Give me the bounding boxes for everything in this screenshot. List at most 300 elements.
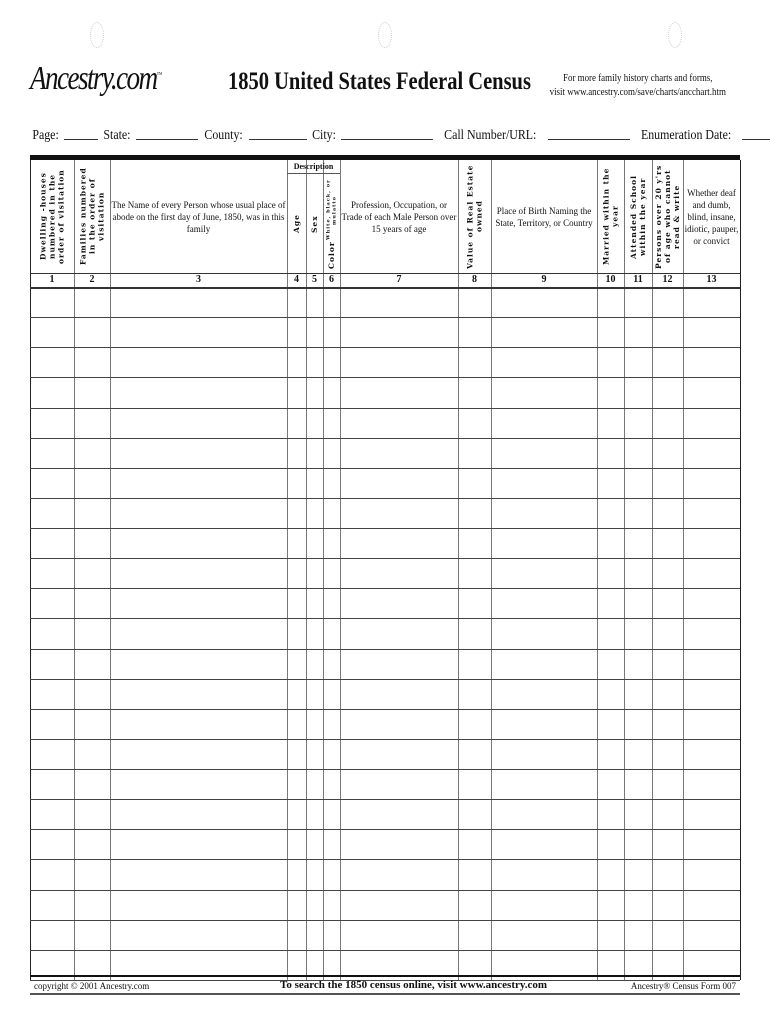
table-cell[interactable] — [683, 558, 740, 588]
table-cell[interactable] — [287, 287, 306, 317]
table-cell[interactable] — [624, 920, 652, 950]
table-cell[interactable] — [110, 618, 287, 648]
table-cell[interactable] — [287, 317, 306, 347]
table-cell[interactable] — [306, 679, 323, 709]
table-cell[interactable] — [287, 528, 306, 558]
table-cell[interactable] — [597, 679, 624, 709]
table-cell[interactable] — [340, 679, 458, 709]
table-cell[interactable] — [458, 558, 491, 588]
table-cell[interactable] — [74, 558, 110, 588]
table-cell[interactable] — [624, 498, 652, 528]
table-cell[interactable] — [306, 709, 323, 739]
table-cell[interactable] — [287, 558, 306, 588]
table-cell[interactable] — [458, 408, 491, 438]
table-cell[interactable] — [624, 709, 652, 739]
table-cell[interactable] — [110, 558, 287, 588]
table-cell[interactable] — [30, 558, 74, 588]
table-cell[interactable] — [683, 649, 740, 679]
table-cell[interactable] — [458, 618, 491, 648]
column-header-7 — [341, 164, 457, 269]
table-cell[interactable] — [597, 769, 624, 799]
table-cell[interactable] — [597, 347, 624, 377]
table-cell[interactable] — [287, 829, 306, 859]
table-cell[interactable] — [683, 408, 740, 438]
table-cell[interactable] — [340, 799, 458, 829]
table-cell[interactable] — [652, 558, 683, 588]
table-cell[interactable] — [624, 859, 652, 889]
table-cell[interactable] — [110, 709, 287, 739]
table-cell[interactable] — [652, 468, 683, 498]
table-cell[interactable] — [683, 287, 740, 317]
table-cell[interactable] — [74, 408, 110, 438]
table-cell[interactable] — [458, 709, 491, 739]
table-cell[interactable] — [491, 377, 597, 407]
table-cell[interactable] — [683, 377, 740, 407]
table-cell[interactable] — [652, 287, 683, 317]
table-cell[interactable] — [110, 588, 287, 618]
table-cell[interactable] — [323, 377, 340, 407]
table-cell[interactable] — [491, 618, 597, 648]
table-cell[interactable] — [340, 709, 458, 739]
table-cell[interactable] — [652, 317, 683, 347]
table-cell[interactable] — [287, 890, 306, 920]
table-cell[interactable] — [74, 679, 110, 709]
table-cell[interactable] — [30, 890, 74, 920]
table-cell[interactable] — [110, 890, 287, 920]
table-cell[interactable] — [30, 287, 74, 317]
table-cell[interactable] — [287, 769, 306, 799]
table-cell[interactable] — [683, 859, 740, 889]
table-cell[interactable] — [597, 408, 624, 438]
table-cell[interactable] — [30, 498, 74, 528]
table-cell[interactable] — [491, 920, 597, 950]
table-cell[interactable] — [652, 920, 683, 950]
table-cell[interactable] — [624, 799, 652, 829]
table-cell[interactable] — [491, 498, 597, 528]
table-cell[interactable] — [110, 649, 287, 679]
table-cell[interactable] — [306, 498, 323, 528]
table-cell[interactable] — [74, 709, 110, 739]
table-cell[interactable] — [597, 859, 624, 889]
table-cell[interactable] — [323, 588, 340, 618]
table-cell[interactable] — [306, 468, 323, 498]
table-cell[interactable] — [683, 528, 740, 558]
table-cell[interactable] — [597, 920, 624, 950]
table-cell[interactable] — [458, 287, 491, 317]
table-cell[interactable] — [458, 438, 491, 468]
table-cell[interactable] — [30, 769, 74, 799]
table-cell[interactable] — [624, 528, 652, 558]
table-cell[interactable] — [491, 859, 597, 889]
table-cell[interactable] — [491, 709, 597, 739]
table-cell[interactable] — [340, 859, 458, 889]
table-cell[interactable] — [597, 528, 624, 558]
field-input[interactable] — [136, 128, 198, 140]
table-cell[interactable] — [340, 498, 458, 528]
table-cell[interactable] — [306, 890, 323, 920]
field-input[interactable] — [64, 128, 98, 140]
table-cell[interactable] — [74, 649, 110, 679]
table-cell[interactable] — [683, 347, 740, 377]
table-cell[interactable] — [74, 498, 110, 528]
table-cell[interactable] — [30, 829, 74, 859]
table-cell[interactable] — [30, 618, 74, 648]
table-cell[interactable] — [491, 769, 597, 799]
table-cell[interactable] — [683, 890, 740, 920]
table-cell[interactable] — [491, 528, 597, 558]
table-cell[interactable] — [110, 317, 287, 347]
table-cell[interactable] — [652, 799, 683, 829]
table-cell[interactable] — [652, 438, 683, 468]
table-cell[interactable] — [323, 799, 340, 829]
table-cell[interactable] — [110, 769, 287, 799]
table-cell[interactable] — [683, 317, 740, 347]
table-cell[interactable] — [287, 920, 306, 950]
table-cell[interactable] — [652, 618, 683, 648]
table-cell[interactable] — [597, 287, 624, 317]
table-cell[interactable] — [30, 920, 74, 950]
table-cell[interactable] — [652, 498, 683, 528]
table-cell[interactable] — [683, 679, 740, 709]
table-cell[interactable] — [624, 649, 652, 679]
table-cell[interactable] — [110, 498, 287, 528]
table-cell[interactable] — [597, 739, 624, 769]
table-cell[interactable] — [323, 618, 340, 648]
table-cell[interactable] — [597, 438, 624, 468]
field-input[interactable] — [341, 128, 433, 140]
table-cell[interactable] — [624, 769, 652, 799]
table-cell[interactable] — [110, 739, 287, 769]
table-cell[interactable] — [110, 347, 287, 377]
table-cell[interactable] — [110, 528, 287, 558]
table-cell[interactable] — [74, 799, 110, 829]
table-cell[interactable] — [306, 829, 323, 859]
table-cell[interactable] — [306, 377, 323, 407]
table-cell[interactable] — [624, 890, 652, 920]
table-cell[interactable] — [458, 588, 491, 618]
table-cell[interactable] — [323, 829, 340, 859]
table-cell[interactable] — [624, 468, 652, 498]
table-cell[interactable] — [458, 890, 491, 920]
table-cell[interactable] — [287, 799, 306, 829]
column-header-label: Value of Real Estate owned — [465, 164, 484, 269]
table-cell[interactable] — [30, 438, 74, 468]
table-cell[interactable] — [306, 287, 323, 317]
table-cell[interactable] — [287, 618, 306, 648]
table-cell[interactable] — [110, 799, 287, 829]
table-cell[interactable] — [30, 799, 74, 829]
table-cell[interactable] — [624, 287, 652, 317]
table-cell[interactable] — [306, 739, 323, 769]
table-cell[interactable] — [74, 528, 110, 558]
table-cell[interactable] — [597, 709, 624, 739]
table-cell[interactable] — [340, 528, 458, 558]
table-cell[interactable] — [340, 438, 458, 468]
table-cell[interactable] — [683, 829, 740, 859]
table-cell[interactable] — [624, 558, 652, 588]
table-cell[interactable] — [652, 588, 683, 618]
table-cell[interactable] — [110, 859, 287, 889]
column-number: 1 — [49, 274, 55, 285]
table-cell[interactable] — [287, 468, 306, 498]
table-cell[interactable] — [74, 347, 110, 377]
field-input[interactable] — [742, 128, 770, 140]
table-cell[interactable] — [323, 528, 340, 558]
table-cell[interactable] — [30, 859, 74, 889]
table-cell[interactable] — [597, 498, 624, 528]
field-label: County: — [204, 128, 243, 143]
table-cell[interactable] — [323, 769, 340, 799]
table-cell[interactable] — [458, 468, 491, 498]
table-cell[interactable] — [340, 317, 458, 347]
table-cell[interactable] — [323, 920, 340, 950]
table-cell[interactable] — [74, 829, 110, 859]
table-cell[interactable] — [458, 317, 491, 347]
table-cell[interactable] — [110, 408, 287, 438]
table-cell[interactable] — [74, 468, 110, 498]
table-cell[interactable] — [597, 317, 624, 347]
table-cell[interactable] — [74, 588, 110, 618]
table-cell[interactable] — [458, 377, 491, 407]
table-cell[interactable] — [597, 588, 624, 618]
table-cell[interactable] — [340, 920, 458, 950]
table-cell[interactable] — [597, 558, 624, 588]
table-cell[interactable] — [323, 498, 340, 528]
table-cell[interactable] — [652, 528, 683, 558]
table-cell[interactable] — [624, 679, 652, 709]
table-cell[interactable] — [74, 438, 110, 468]
table-cell[interactable] — [458, 498, 491, 528]
table-cell[interactable] — [323, 649, 340, 679]
table-cell[interactable] — [340, 829, 458, 859]
table-cell[interactable] — [323, 558, 340, 588]
table-cell[interactable] — [30, 709, 74, 739]
table-cell[interactable] — [306, 799, 323, 829]
table-cell[interactable] — [652, 709, 683, 739]
table-cell[interactable] — [683, 739, 740, 769]
table-cell[interactable] — [683, 468, 740, 498]
table-cell[interactable] — [458, 769, 491, 799]
table-cell[interactable] — [74, 769, 110, 799]
table-cell[interactable] — [652, 890, 683, 920]
column-header-label: Place of Birth Naming the State, Territory, or Country — [495, 205, 593, 228]
table-cell[interactable] — [340, 468, 458, 498]
table-cell[interactable] — [287, 438, 306, 468]
table-cell[interactable] — [491, 829, 597, 859]
table-cell[interactable] — [110, 468, 287, 498]
table-cell[interactable] — [30, 408, 74, 438]
table-cell[interactable] — [287, 649, 306, 679]
table-cell[interactable] — [306, 528, 323, 558]
table-cell[interactable] — [74, 317, 110, 347]
table-cell[interactable] — [652, 408, 683, 438]
table-cell[interactable] — [597, 890, 624, 920]
table-cell[interactable] — [491, 799, 597, 829]
table-cell[interactable] — [323, 679, 340, 709]
table-cell[interactable] — [287, 739, 306, 769]
table-cell[interactable] — [597, 618, 624, 648]
table-cell[interactable] — [491, 468, 597, 498]
table-cell[interactable] — [683, 498, 740, 528]
table-cell[interactable] — [624, 317, 652, 347]
table-cell[interactable] — [683, 920, 740, 950]
table-cell[interactable] — [306, 769, 323, 799]
table-cell[interactable] — [74, 859, 110, 889]
table-cell[interactable] — [74, 890, 110, 920]
table-cell[interactable] — [624, 347, 652, 377]
table-cell[interactable] — [491, 679, 597, 709]
table-cell[interactable] — [306, 317, 323, 347]
table-cell[interactable] — [323, 408, 340, 438]
column-header-3 — [111, 164, 286, 269]
table-cell[interactable] — [306, 438, 323, 468]
table-cell[interactable] — [74, 920, 110, 950]
table-cell[interactable] — [74, 377, 110, 407]
table-cell[interactable] — [624, 377, 652, 407]
table-cell[interactable] — [306, 920, 323, 950]
table-cell[interactable] — [287, 377, 306, 407]
table-cell[interactable] — [652, 859, 683, 889]
table-cell[interactable] — [624, 829, 652, 859]
table-cell[interactable] — [287, 709, 306, 739]
table-cell[interactable] — [306, 558, 323, 588]
table-cell[interactable] — [458, 679, 491, 709]
table-cell[interactable] — [306, 408, 323, 438]
table-cell[interactable] — [306, 649, 323, 679]
table-cell[interactable] — [624, 618, 652, 648]
table-cell[interactable] — [323, 287, 340, 317]
table-cell[interactable] — [458, 347, 491, 377]
table-cell[interactable] — [306, 618, 323, 648]
table-cell[interactable] — [597, 799, 624, 829]
table-cell[interactable] — [74, 618, 110, 648]
table-cell[interactable] — [597, 468, 624, 498]
table-cell[interactable] — [30, 347, 74, 377]
table-cell[interactable] — [624, 438, 652, 468]
table-cell[interactable] — [340, 558, 458, 588]
field-input[interactable] — [249, 128, 307, 140]
table-cell[interactable] — [458, 528, 491, 558]
table-cell[interactable] — [287, 588, 306, 618]
table-cell[interactable] — [624, 408, 652, 438]
table-cell[interactable] — [624, 588, 652, 618]
table-cell[interactable] — [491, 317, 597, 347]
table-cell[interactable] — [683, 709, 740, 739]
table-cell[interactable] — [306, 347, 323, 377]
table-cell[interactable] — [491, 438, 597, 468]
table-cell[interactable] — [491, 649, 597, 679]
table-cell[interactable] — [491, 558, 597, 588]
table-cell[interactable] — [110, 377, 287, 407]
table-cell[interactable] — [458, 799, 491, 829]
table-cell[interactable] — [30, 588, 74, 618]
table-cell[interactable] — [340, 347, 458, 377]
table-cell[interactable] — [458, 859, 491, 889]
column-header-13 — [684, 164, 739, 269]
table-cell[interactable] — [323, 347, 340, 377]
table-cell[interactable] — [287, 408, 306, 438]
table-cell[interactable] — [458, 829, 491, 859]
table-cell[interactable] — [287, 859, 306, 889]
table-cell[interactable] — [30, 317, 74, 347]
table-cell[interactable] — [323, 739, 340, 769]
table-cell[interactable] — [323, 438, 340, 468]
table-cell[interactable] — [597, 649, 624, 679]
table-cell[interactable] — [323, 709, 340, 739]
table-cell[interactable] — [287, 498, 306, 528]
field-input[interactable] — [548, 128, 630, 140]
table-cell[interactable] — [323, 859, 340, 889]
table-cell[interactable] — [652, 829, 683, 859]
table-cell[interactable] — [110, 679, 287, 709]
table-cell[interactable] — [340, 618, 458, 648]
table-cell[interactable] — [30, 528, 74, 558]
table-cell[interactable] — [340, 739, 458, 769]
table-cell[interactable] — [652, 739, 683, 769]
table-cell[interactable] — [323, 317, 340, 347]
table-cell[interactable] — [491, 287, 597, 317]
table-cell[interactable] — [287, 679, 306, 709]
table-cell[interactable] — [340, 649, 458, 679]
table-cell[interactable] — [491, 739, 597, 769]
table-cell[interactable] — [652, 649, 683, 679]
table-cell[interactable] — [30, 468, 74, 498]
table-cell[interactable] — [30, 649, 74, 679]
table-cell[interactable] — [340, 408, 458, 438]
table-cell[interactable] — [458, 649, 491, 679]
table-cell[interactable] — [597, 377, 624, 407]
table-cell[interactable] — [110, 287, 287, 317]
table-cell[interactable] — [491, 890, 597, 920]
table-cell[interactable] — [683, 618, 740, 648]
table-cell[interactable] — [652, 377, 683, 407]
punch-hole — [90, 22, 104, 48]
table-cell[interactable] — [652, 769, 683, 799]
table-cell[interactable] — [683, 588, 740, 618]
table-cell[interactable] — [110, 920, 287, 950]
table-cell[interactable] — [683, 769, 740, 799]
table-cell[interactable] — [110, 438, 287, 468]
table-cell[interactable] — [624, 739, 652, 769]
table-cell[interactable] — [491, 408, 597, 438]
table-cell[interactable] — [340, 769, 458, 799]
table-cell[interactable] — [491, 588, 597, 618]
table-cell[interactable] — [340, 377, 458, 407]
table-cell[interactable] — [597, 829, 624, 859]
table-cell[interactable] — [340, 588, 458, 618]
table-cell[interactable] — [458, 920, 491, 950]
table-cell[interactable] — [340, 287, 458, 317]
table-cell[interactable] — [74, 739, 110, 769]
table-cell[interactable] — [323, 890, 340, 920]
table-cell[interactable] — [30, 679, 74, 709]
table-cell[interactable] — [340, 890, 458, 920]
table-cell[interactable] — [652, 347, 683, 377]
table-cell[interactable] — [323, 468, 340, 498]
table-cell[interactable] — [306, 859, 323, 889]
table-cell[interactable] — [652, 679, 683, 709]
table-cell[interactable] — [683, 438, 740, 468]
table-cell[interactable] — [30, 739, 74, 769]
table-cell[interactable] — [458, 739, 491, 769]
table-cell[interactable] — [74, 287, 110, 317]
table-cell[interactable] — [110, 829, 287, 859]
table-cell[interactable] — [287, 347, 306, 377]
table-cell[interactable] — [491, 347, 597, 377]
table-cell[interactable] — [306, 588, 323, 618]
table-cell[interactable] — [30, 377, 74, 407]
table-cell[interactable] — [683, 799, 740, 829]
